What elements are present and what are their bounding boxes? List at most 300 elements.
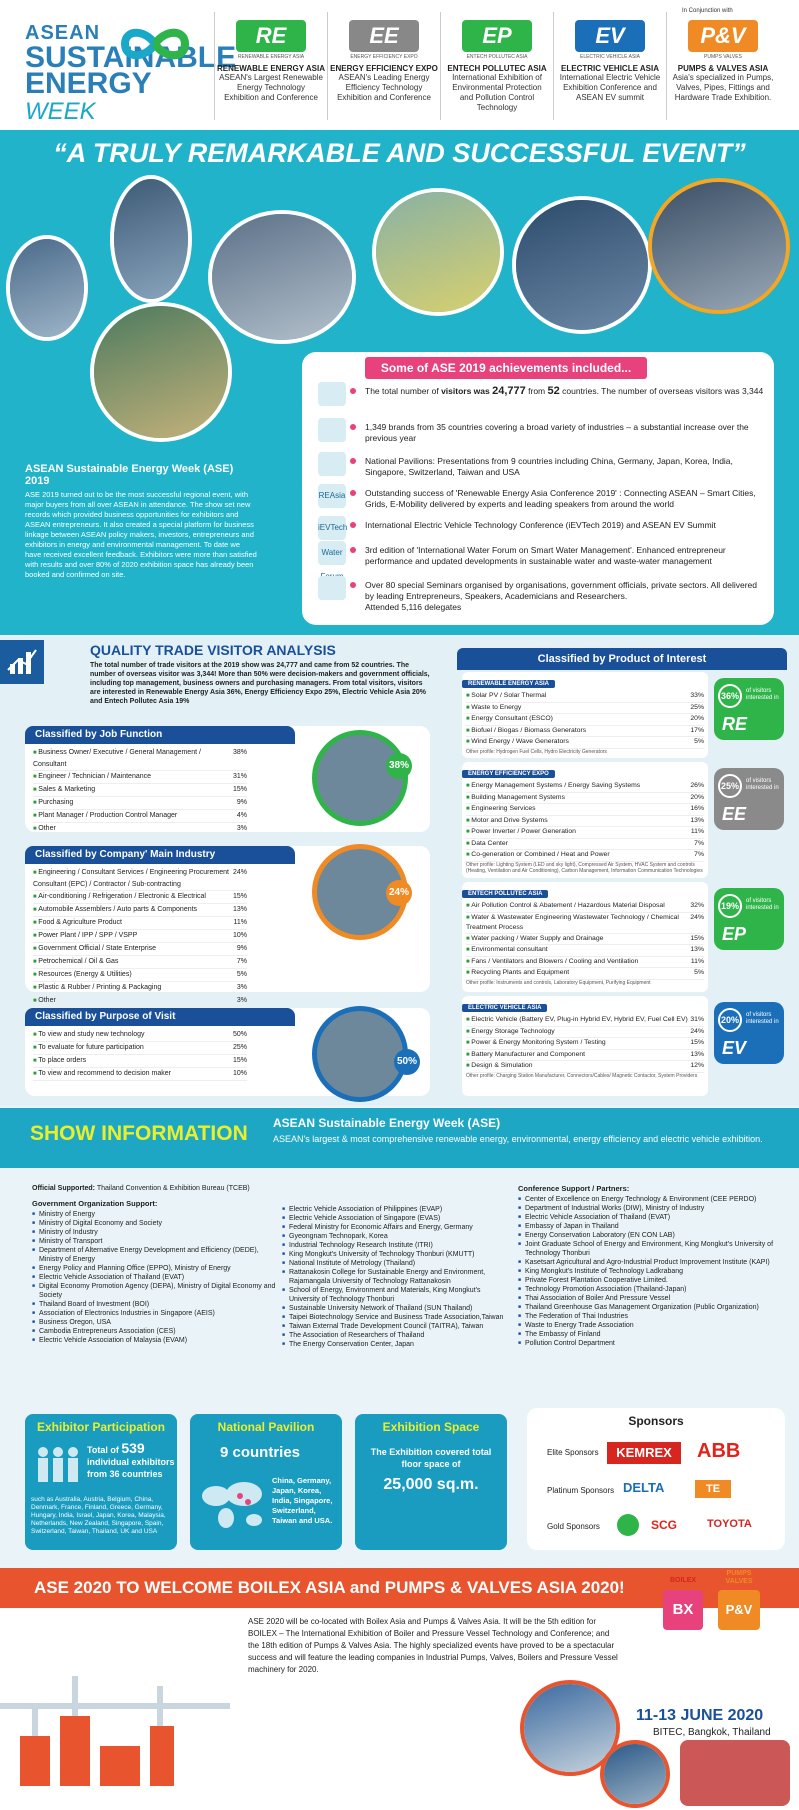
item-label: ■ Engineering Services <box>466 804 536 815</box>
show-desc: ASEAN's Largest Renewable Energy Technology Exhibition and Conference <box>219 73 323 102</box>
org-item: ■ School of Energy, Environment and Materials, King Mongkut's University of Technology Thonburi <box>282 1286 507 1304</box>
org-item: ■ Cambodia Entrepreneurs Association (CES) <box>32 1327 282 1336</box>
share-logo: EE <box>722 804 747 824</box>
org-item: ■ Digital Economy Promotion Agency (DEPA), Ministry of Digital Economy and Society <box>32 1282 282 1300</box>
show-badge-sub: PUMPS VALVES <box>704 54 742 60</box>
reasia-icon: REAsia <box>318 484 346 508</box>
item-value: 26% <box>690 782 704 789</box>
org-item: ■ Rattanakosin College for Sustainable Energy and Environment, Rajamangala University of Technology Rattanakosin <box>282 1268 507 1286</box>
ievtech-icon: iEVTech <box>318 516 346 540</box>
item-label: ■ Business Owner/ Executive / General Management / Consultant <box>33 747 233 770</box>
item-label: ■ Plant Manager / Production Control Manager <box>33 810 177 822</box>
item-label: ■ Power Inverter / Power Generation <box>466 827 576 838</box>
list-item <box>466 850 704 862</box>
event-photo-3 <box>208 210 356 344</box>
show-badge-sub: ELECTRIC VEHICLE ASIA <box>579 54 641 60</box>
logo-energy: ENERGY <box>25 67 152 100</box>
item-label: ■ Biofuel / Biogas / Biomass Generators <box>466 726 586 737</box>
item-value: 13% <box>690 1050 704 1058</box>
pipes-illustration <box>0 1616 240 1806</box>
ach-text: 3rd edition of 'International Water Forum on Smart Water Management'. Enhanced entrepreneur performance and updated developments in sustainable water and waste-water management <box>365 545 726 566</box>
item-label: ■ Design & Simulation <box>466 1061 533 1072</box>
list-item <box>33 904 247 917</box>
about-title: ASEAN Sustainable Energy Week (ASE) 2019 <box>25 463 234 487</box>
share-logo: EP <box>722 924 747 944</box>
bullet-dot <box>350 522 356 528</box>
item-label: ■ Government Official / State Enterprise <box>33 943 156 955</box>
industry-pct-badge: 24% <box>386 880 412 906</box>
ach-text: International Electric Vehicle Technology Conference (iEVTech 2019) and ASEAN EV Summit <box>365 520 716 530</box>
item-value: 24% <box>690 913 704 921</box>
globe-icon <box>318 452 346 476</box>
list-item <box>33 1068 247 1081</box>
product-group <box>462 996 708 1096</box>
item-label: ■ Waste to Energy <box>466 703 521 714</box>
show-title: PUMPS & VALVES ASIA <box>677 64 769 73</box>
show-title: ENERGY EFFICIENCY EXPO <box>330 64 438 73</box>
list-item <box>466 1038 704 1050</box>
org-item: ■ The Embassy of Finland <box>518 1330 780 1339</box>
official-label: Official Supported: <box>32 1185 95 1192</box>
list-item <box>466 901 704 913</box>
group-tag: ELECTRIC VEHICLE ASIA <box>462 1004 547 1012</box>
list-item <box>466 714 704 726</box>
kemrex-logo: KEMREX <box>607 1442 681 1464</box>
list-item <box>466 957 704 969</box>
org-item: ■ Taipei Biotechnology Service and Business Trade Association,Taiwan <box>282 1313 507 1322</box>
item-value: 13% <box>232 906 247 913</box>
list-item <box>466 827 704 839</box>
item-value: 13% <box>690 816 704 824</box>
achievement-row <box>365 386 765 397</box>
group-tag: ENERGY EFFICIENCY EXPO <box>462 770 555 778</box>
share-pct: 19% <box>718 894 742 918</box>
org-item: ■ Thailand Board of Investment (BOI) <box>32 1300 282 1309</box>
org-item: ■ Electric Vehicle Association of Thailand (EVAT) <box>518 1213 780 1222</box>
visitors-icon <box>318 382 346 406</box>
list-item <box>466 804 704 816</box>
show-badge-sub: RENEWABLE ENERGY ASIA <box>237 54 305 60</box>
org-item: ■ Electric Vehicle Association of Thailand (EVAT) <box>32 1273 282 1282</box>
show-badge: EP <box>462 20 532 52</box>
item-value: 15% <box>232 1057 247 1064</box>
share-label: of visitors interested in <box>746 688 779 701</box>
item-label: ■ Solar PV / Solar Thermal <box>466 691 546 702</box>
org-item: ■ Department of Industrial Works (DIW), Ministry of Industry <box>518 1204 780 1213</box>
org-item: ■ Pollution Control Department <box>518 1339 780 1348</box>
org-item: ■ Energy Policy and Planning Office (EPPO), Ministry of Energy <box>32 1264 282 1273</box>
about-text: ASE 2019 turned out to be the most successful regional event, with major buyers from all over ASEAN in attendance. The show set new records which provided business opportunities for exhibitors and ASEAN entrepreneurs. It also created a special platform for business linkage between ASEAN policy makers, investors, entrepreneurs and exhibitors in energy and environmental management. To date we have received excellent feedback. Exhibitors were more than satisfied with results and over 80% of 2020 exhibition space has already been booked and confirmed on site. <box>25 490 257 579</box>
list-item <box>33 784 247 797</box>
item-value: 9% <box>236 799 247 806</box>
item-label: ■ Wind Energy / Wave Generators <box>466 737 569 748</box>
list-item <box>466 968 704 980</box>
quality-text: The total number of trade visitors at the 2019 show was 24,777 and came from 52 countries. The number of overseas visitor was 3,344! More than 50% were decision-makers and government officials, including top management, business owners and purchasing managers. From total visitors, visitors are interested in Renewable Energy Asia 36%, Energy Efficiency Expo 25%, Electric Vehicle Asia 20% and Entech Pollutec Asia 19% <box>90 662 430 705</box>
item-value: 9% <box>236 945 247 952</box>
item-label: ■ Environmental consultant <box>466 945 548 956</box>
achievement-row <box>365 545 765 567</box>
conjunction-label: In Conjunction with <box>682 8 733 14</box>
ach-text: National Pavilions: Presentations from 9 countries including China, Germany, Japan, Korea, India, Singapore, Switzerland, Taiwan and USA <box>365 456 733 477</box>
item-value: 4% <box>236 812 247 819</box>
world-map-icon <box>196 1474 266 1534</box>
ach-bold: visitors was <box>441 386 493 396</box>
item-value: 50% <box>232 1031 247 1038</box>
org-item: ■ Embassy of Japan in Thailand <box>518 1222 780 1231</box>
gov-title: Government Organization Support: <box>32 1199 158 1208</box>
item-label: ■ Data Center <box>466 839 508 850</box>
show-4 <box>553 12 666 120</box>
sponsors-title: Sponsors <box>628 1414 684 1428</box>
list-item <box>466 1015 704 1027</box>
space-card <box>355 1414 507 1550</box>
item-value: 17% <box>690 726 704 734</box>
list-item <box>466 839 704 851</box>
space-text: The Exhibition covered total floor space of <box>370 1447 492 1469</box>
list-item <box>33 982 247 995</box>
item-value: 7% <box>236 958 247 965</box>
item-label: ■ Sales & Marketing <box>33 784 95 796</box>
boilex-text: ASE 2020 will be co-located with Boilex Asia and Pumps & Valves Asia. It will be the 5th edition for BOILEX – The International Exhibition of Boiler and Pressure Vessel Technology and Conference; and the 18th edition of Pumps & Valves Asia. The highly specialized events have proved to be a spectacular success and will feature the leading companies in Industrial Pumps, Valves, Boilers and Pressure Vessel machinery for 2020. <box>248 1617 618 1674</box>
show-info-sub2: ASEAN's largest & most comprehensive renewable energy, environmental, energy efficiency and electric vehicle exhibition. <box>273 1134 763 1144</box>
conf-support <box>518 1184 780 1348</box>
list-item <box>33 867 247 891</box>
item-value: 24% <box>232 869 247 876</box>
hero-title: “A TRULY REMARKABLE AND SUCCESSFUL EVENT” <box>53 138 746 168</box>
list-item <box>466 1027 704 1039</box>
item-label: ■ To evaluate for future participation <box>33 1042 144 1054</box>
achievements-heading: Some of ASE 2019 achievements included... <box>365 357 647 379</box>
item-value: 13% <box>690 946 704 953</box>
product-share-badge <box>714 888 784 950</box>
group-tag: ENTECH POLLUTEC ASIA <box>462 890 548 898</box>
ach-text: countries. The number of overseas visitors was 3,344 <box>559 386 764 396</box>
org-item: ■ Electric Vehicle Association of Malaysia (EVAM) <box>32 1336 282 1345</box>
abb-logo: ABB <box>697 1440 741 1462</box>
item-label: ■ Fans / Ventilators and Blowers / Cooling and Ventilation <box>466 957 638 968</box>
list-item <box>33 956 247 969</box>
exhibitor-summary <box>87 1442 175 1480</box>
list-item <box>466 934 704 946</box>
bullet-dot <box>350 424 356 430</box>
list-item <box>33 995 247 1008</box>
item-value: 15% <box>690 1039 704 1046</box>
logo-line2: SUSTAINABLE <box>25 41 237 74</box>
pavilion-title: National Pavilion <box>217 1420 315 1434</box>
list-item <box>466 703 704 715</box>
org-item: ■ Association of Electronics Industries in Singapore (AEIS) <box>32 1309 282 1318</box>
item-label: ■ To view and recommend to decision maker <box>33 1068 171 1080</box>
list-item <box>466 726 704 738</box>
list-item <box>33 810 247 823</box>
show-desc: International Exhibition of Environmental Protection and Pollution Control Technology <box>452 73 542 112</box>
list-item <box>33 1055 247 1068</box>
item-label: ■ Resources (Energy & Utilities) <box>33 969 132 981</box>
org-item: ■ King Mongkut's University of Technology Thonburi (KMUTT) <box>282 1250 507 1259</box>
job-pct-badge: 38% <box>386 753 412 779</box>
list-item <box>33 917 247 930</box>
chart-icon <box>0 640 44 684</box>
item-value: 31% <box>232 773 247 780</box>
item-label: ■ Purchasing <box>33 797 73 809</box>
gov-support-col1 <box>32 1184 282 1345</box>
ach-text2: Attended 5,116 delegates <box>365 602 462 612</box>
boilex-photo-2 <box>600 1740 670 1808</box>
item-label: ■ Battery Manufacturer and Component <box>466 1050 585 1061</box>
org-item: ■ Thai Association of Boiler And Pressure Vessel <box>518 1294 780 1303</box>
org-item: ■ King Mongkut's Institute of Technology Ladkrabang <box>518 1267 780 1276</box>
exhibitor-count: 539 <box>121 1440 145 1456</box>
list-item <box>466 945 704 957</box>
org-item: ■ The Energy Conservation Center, Japan <box>282 1340 507 1349</box>
list-item <box>466 1050 704 1062</box>
product-group <box>462 882 708 992</box>
industry-list <box>25 864 255 1011</box>
item-value: 20% <box>690 715 704 722</box>
show-2 <box>327 12 440 120</box>
item-value: 11% <box>690 957 704 965</box>
boilex-logo: BX <box>663 1590 703 1630</box>
pavilion-card <box>190 1414 342 1550</box>
exhibitor-card <box>25 1414 177 1550</box>
item-label: ■ Air Pollution Control & Abatement / Hazardous Material Disposal <box>466 901 665 912</box>
list-item <box>33 771 247 784</box>
item-value: 5% <box>694 738 704 745</box>
item-label: ■ Energy Management Systems / Energy Saving Systems <box>466 781 640 792</box>
item-value: 7% <box>694 851 704 858</box>
product-share-badge <box>714 768 784 830</box>
show-info-title: SHOW INFORMATION <box>30 1122 248 1145</box>
logo-line1: ASEAN <box>25 22 101 44</box>
visitor-count: 24,777 <box>492 385 526 397</box>
item-value: 15% <box>232 893 247 900</box>
share-pct: 25% <box>718 774 742 798</box>
event-photo-2 <box>110 175 192 303</box>
show-badge: EV <box>575 20 645 52</box>
ach-text: Outstanding success of 'Renewable Energy Asia Conference 2019' : Connecting ASEAN – Smart Cities, Grids, E-Mobility delivered by experts and leading speakers from around the world <box>365 488 756 509</box>
list-item <box>33 797 247 810</box>
ach-text: The total number of <box>365 386 442 396</box>
show-desc: International Electric Vehicle Exhibition Conference and ASEAN EV summit <box>559 73 661 102</box>
org-item: ■ Technology Promotion Association (Thailand-Japan) <box>518 1285 780 1294</box>
toyota-logo: TOYOTA <box>707 1518 752 1530</box>
show-3 <box>440 12 553 120</box>
org-item: ■ Taiwan External Trade Development Council (TAITRA), Taiwan <box>282 1322 507 1331</box>
industry-title: Classified by Company' Main Industry <box>25 846 295 864</box>
group-tag: RENEWABLE ENERGY ASIA <box>462 680 555 688</box>
item-value: 15% <box>690 934 704 942</box>
achievement-row <box>365 520 765 531</box>
other-profile: Other profile: Instruments and controls, Laboratory Equipment, Purifying Equipment <box>466 979 651 986</box>
show-badge-sub: ENTECH POLLUTEC ASIA <box>466 54 528 60</box>
list-item <box>33 747 247 771</box>
gold-sponsor-emblem <box>617 1514 639 1536</box>
item-label: ■ Water packing / Water Supply and Drainage <box>466 934 603 945</box>
item-label: ■ To place orders <box>33 1055 86 1067</box>
pavilion-countries: China, Germany, Japan, Korea, India, Singapore, Switzerland, Taiwan and USA. <box>272 1476 333 1525</box>
ach-text: 1,349 brands from 35 countries covering a broad variety of industries – a substantial increase over the previous year <box>365 422 749 443</box>
org-item: ■ Federal Ministry for Economic Affairs and Energy, Germany <box>282 1223 507 1232</box>
boilex-logo-top: BOILEX <box>669 1577 697 1584</box>
product-title: Classified by Product of Interest <box>457 648 787 670</box>
show-1 <box>214 12 327 120</box>
org-item: ■ The Federation of Thai Industries <box>518 1312 780 1321</box>
item-value: 24% <box>690 1027 704 1035</box>
platinum-label: Platinum Sponsors <box>547 1486 615 1495</box>
event-photo-5 <box>512 196 652 334</box>
country-count: 52 <box>547 385 560 397</box>
org-item: ■ Department of Alternative Energy Development and Efficiency (DEDE), Ministry of Energy <box>32 1246 282 1264</box>
purpose-photo <box>312 1006 408 1102</box>
item-value: 5% <box>236 971 247 978</box>
event-photo-4 <box>372 188 504 316</box>
list-item <box>33 969 247 982</box>
org-item: ■ Business Oregon, USA <box>32 1318 282 1327</box>
share-logo: RE <box>722 714 748 734</box>
share-label: of visitors interested in <box>746 898 779 911</box>
quality-title: QUALITY TRADE VISITOR ANALYSIS <box>90 642 336 658</box>
official-value: Thailand Convention & Exhibition Bureau (TCEB) <box>95 1185 250 1192</box>
purpose-list <box>25 1026 255 1084</box>
item-value: 12% <box>690 1062 704 1069</box>
item-value: 11% <box>233 919 247 926</box>
infinity-icon <box>110 24 200 64</box>
event-venue: BITEC, Bangkok, Thailand <box>653 1727 771 1738</box>
list-item <box>466 1061 704 1073</box>
event-date: 11-13 JUNE 2020 <box>636 1707 764 1724</box>
share-label: of visitors interested in <box>746 1012 779 1025</box>
list-item <box>466 691 704 703</box>
item-label: ■ Plastic & Rubber / Printing & Packaging <box>33 982 161 994</box>
org-item: ■ Energy Conservation Laboratory (EN CON LAB) <box>518 1231 780 1240</box>
list-item <box>33 1042 247 1055</box>
product-group <box>462 762 708 878</box>
watermark-badge <box>680 1740 790 1806</box>
org-item: ■ Industrial Technology Research Institute (ITRI) <box>282 1241 507 1250</box>
show-info-sub1: ASEAN Sustainable Energy Week (ASE) <box>273 1116 501 1130</box>
space-title: Exhibition Space <box>382 1420 480 1434</box>
item-label: ■ Food & Agriculture Product <box>33 917 122 929</box>
show-desc: Asia's specialized in Pumps, Valves, Pipes, Fittings and Hardware Trade Exhibition. <box>672 73 774 102</box>
item-value: 25% <box>690 703 704 711</box>
item-label: ■ Building Management Systems <box>466 793 565 804</box>
org-item: ■ Waste to Energy Trade Association <box>518 1321 780 1330</box>
event-photo-7 <box>90 302 232 442</box>
org-item: ■ National Institute of Metrology (Thailand) <box>282 1259 507 1268</box>
job-list <box>25 744 255 839</box>
show-title: ELECTRIC VEHICLE ASIA <box>561 64 659 73</box>
pumps-logo-top: PUMPS VALVES <box>725 1570 753 1585</box>
item-value: 11% <box>690 828 704 835</box>
item-value: 10% <box>232 932 247 939</box>
show-title: RENEWABLE ENERGY ASIA <box>216 64 325 73</box>
show-badge: RE <box>236 20 306 52</box>
brands-icon <box>318 418 346 442</box>
other-profile: Other profile: Lighting System (LED and sky light), Compressed Air System, HVAC System and controls (Heating, Ventilation and Air Conditioning), Carbon Management, Information Communication Technologies <box>466 861 703 874</box>
item-value: 38% <box>232 749 247 756</box>
product-group <box>462 672 708 758</box>
bullet-dot <box>350 582 356 588</box>
exhibitor-line1: individual exhibitors <box>87 1457 175 1467</box>
delta-logo: DELTA <box>623 1480 665 1495</box>
boilex-title: ASE 2020 TO WELCOME BOILEX ASIA and PUMPS & VALVES ASIA 2020! <box>34 1578 625 1597</box>
item-label: ■ Co-generation or Combined / Heat and Power <box>466 850 610 861</box>
bullet-dot <box>350 458 356 464</box>
purpose-title: Classified by Purpose of Visit <box>25 1008 295 1026</box>
item-label: ■ Automobile Assemblers / Auto parts & Components <box>33 904 197 916</box>
org-item: ■ Ministry of Industry <box>32 1228 282 1237</box>
ach-text: from <box>525 386 548 396</box>
show-title: ENTECH POLLUTEC ASIA <box>447 64 547 73</box>
item-value: 33% <box>690 692 704 699</box>
achievement-row <box>365 422 765 444</box>
elite-label: Elite Sponsors <box>547 1448 599 1457</box>
bullet-dot <box>350 388 356 394</box>
org-item: ■ Ministry of Digital Economy and Society <box>32 1219 282 1228</box>
item-label: ■ To view and study new technology <box>33 1029 145 1041</box>
org-item: ■ Center of Excellence on Energy Technology & Environment (CEE PERDO) <box>518 1195 780 1204</box>
show-badge-sub: ENERGY EFFICIENCY EXPO <box>350 54 418 60</box>
org-item: ■ Electric Vehicle Association of Philippines (EVAP) <box>282 1205 507 1214</box>
item-value: 15% <box>232 786 247 793</box>
item-value: 16% <box>690 805 704 812</box>
product-share-badge <box>714 1002 784 1064</box>
people-icon <box>33 1444 83 1488</box>
exhibitor-title: Exhibitor Participation <box>36 1420 165 1434</box>
item-value: 3% <box>236 825 247 832</box>
logo-line3 <box>25 67 205 125</box>
other-profile: Other profile: Hydrogen Fuel Cells, Hydro Electricity Generators <box>466 748 607 755</box>
share-pct: 36% <box>718 684 742 708</box>
item-label: ■ Engineering / Consultant Services / Engineering Procurement Consultant (EPC) / Contractor / Sub-contracting <box>33 867 233 890</box>
share-pct: 20% <box>718 1008 742 1032</box>
achievement-row <box>365 456 765 478</box>
space-value: 25,000 sq.m. <box>383 1476 479 1493</box>
item-value: 31% <box>690 1016 704 1023</box>
conf-title: Conference Support / Partners: <box>518 1184 630 1193</box>
show-desc: ASEAN's Leading Energy Efficiency Technology Exhibition and Conference <box>337 73 431 102</box>
bullet-dot <box>350 490 356 496</box>
show-badge: EE <box>349 20 419 52</box>
event-photo-6 <box>648 178 790 314</box>
bullet-dot <box>350 547 356 553</box>
item-value: 5% <box>694 969 704 976</box>
exhibitor-line2: from 36 countries <box>87 1469 163 1479</box>
list-item <box>33 823 247 836</box>
org-item: ■ Thailand Greenhouse Gas Management Organization (Public Organization) <box>518 1303 780 1312</box>
share-logo: EV <box>722 1038 747 1058</box>
product-share-badge <box>714 678 784 740</box>
item-label: ■ Motor and Drive Systems <box>466 816 548 827</box>
item-label: ■ Electric Vehicle (Battery EV, Plug-in Hybrid EV, Hybrid EV, Fuel Cell EV) <box>466 1015 688 1026</box>
item-value: 32% <box>690 902 704 909</box>
list-item <box>466 737 704 749</box>
logo-week: WEEK <box>25 98 96 125</box>
pavilion-count: 9 countries <box>220 1444 301 1461</box>
gov-support-col2 <box>282 1205 507 1349</box>
item-value: 7% <box>694 839 704 847</box>
item-label: ■ Energy Consultant (ESCO) <box>466 714 553 725</box>
item-label: ■ Petrochemical / Oil & Gas <box>33 956 118 968</box>
list-item <box>33 891 247 904</box>
ach-text: Over 80 special Seminars organised by organisations, government officials, private sectors. All delivered by leading Entrepreneurs, Speakers, Academicians and Researchers. <box>365 580 757 601</box>
list-item <box>466 793 704 805</box>
list-item <box>33 943 247 956</box>
item-label: ■ Recycling Plants and Equipment <box>466 968 569 979</box>
about-block <box>25 463 257 580</box>
org-item: ■ Sustainable University Network of Thailand (SUN Thailand) <box>282 1304 507 1313</box>
list-item <box>466 816 704 828</box>
